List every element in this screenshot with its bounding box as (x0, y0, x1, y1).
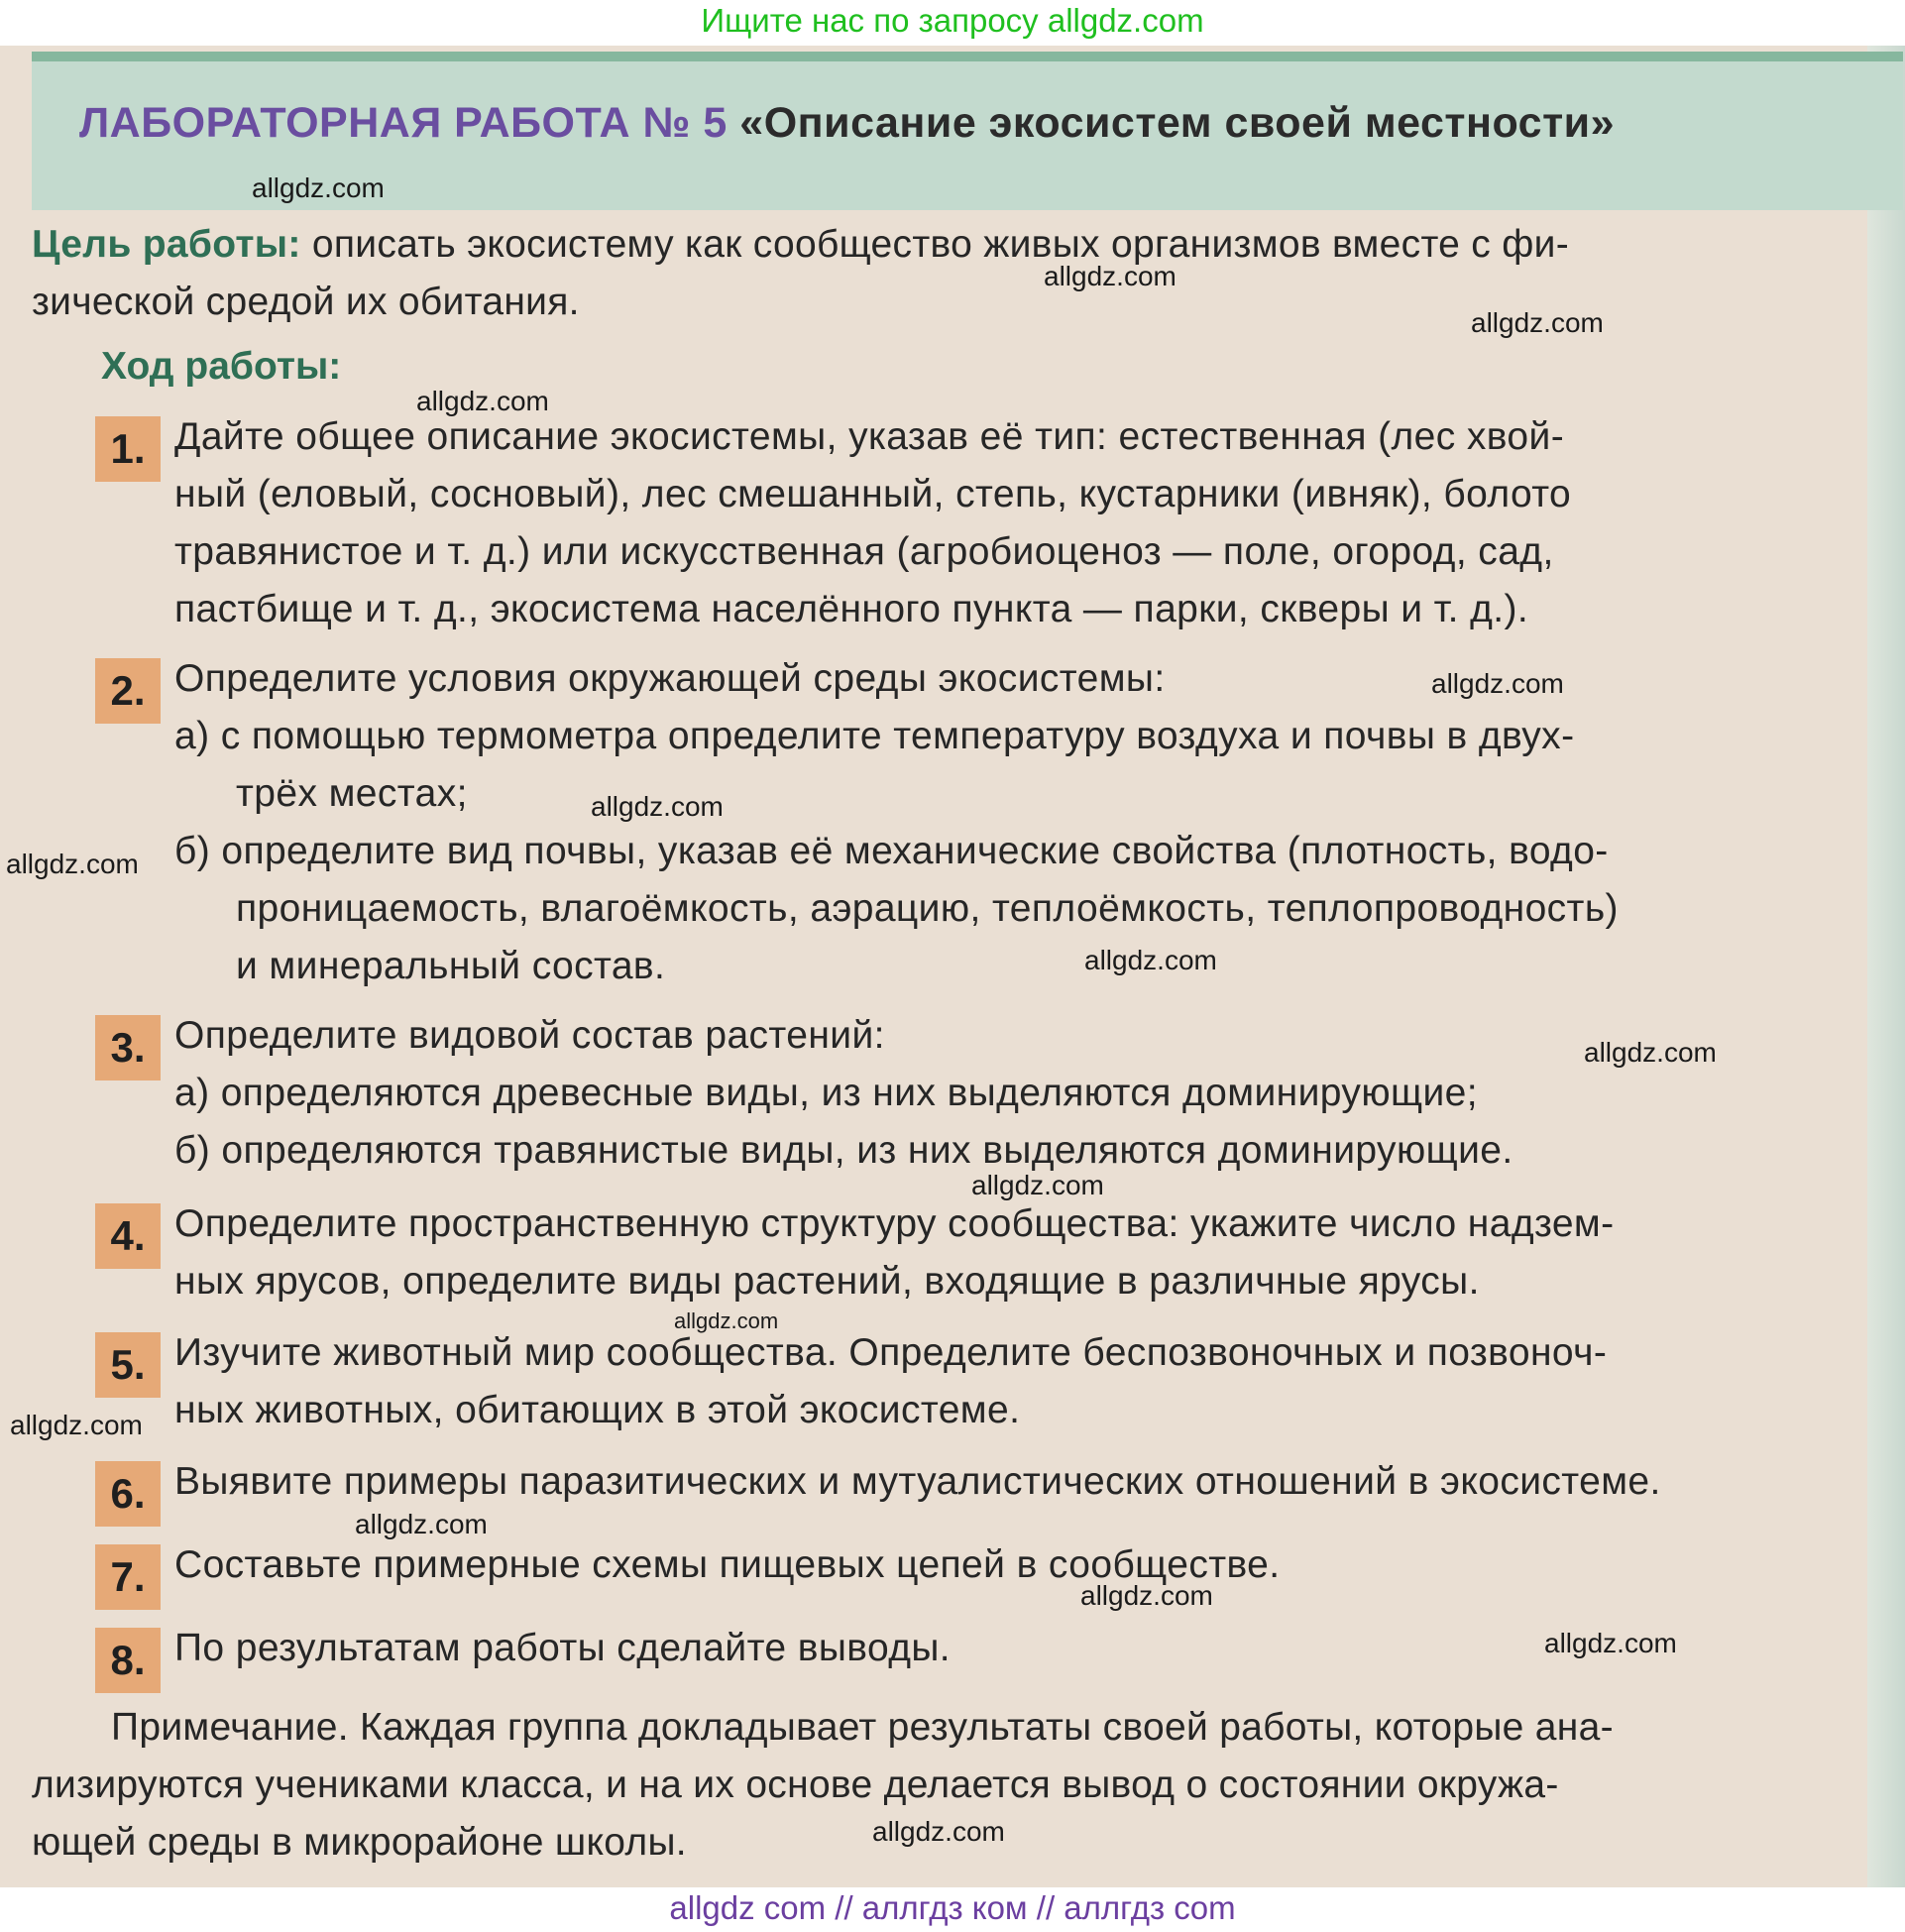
top-banner: Ищите нас по запросу allgdz.com (701, 2, 1204, 39)
watermark: allgdz.com (1471, 307, 1604, 338)
watermark: allgdz.com (1084, 945, 1217, 975)
watermark: allgdz.com (10, 1410, 143, 1440)
step-line: травянистое и т. д.) или искусственная (агробиоценоз — поле, огород, сад, (174, 530, 1554, 573)
watermark: allgdz.com (591, 791, 724, 822)
step-line: Изучите животный мир сообщества. Определите беспозвоночных и позвоноч- (174, 1331, 1608, 1374)
step-number-badge: 7. (95, 1544, 161, 1610)
step-text (174, 1195, 1820, 1310)
step-line: Дайте общее описание экосистемы, указав её тип: естественная (лес хвой- (174, 415, 1565, 458)
goal-text-line2: зической средой их обитания. (32, 281, 580, 323)
step-number-badge: 6. (95, 1461, 161, 1527)
step-subitem-a: а) с помощью термометра определите температуру воздуха и почвы в двух- трёх местах; (174, 715, 1575, 815)
watermark: allgdz.com (252, 172, 385, 203)
step-text (174, 1536, 1820, 1594)
step-number-badge: 2. (95, 658, 161, 724)
step-line: ных животных, обитающих в этой экосистеме. (174, 1389, 1021, 1431)
step-text (174, 408, 1820, 638)
watermark: allgdz.com (416, 386, 549, 416)
watermark: allgdz.com (1044, 261, 1177, 291)
step-number-badge: 3. (95, 1015, 161, 1080)
note-line: Примечание. Каждая группа докладывает результаты своей работы, которые ана- (111, 1706, 1614, 1749)
goal-text-line1: описать экосистему как сообщество живых организмов вместе с фи- (300, 223, 1569, 266)
watermark: allgdz.com (971, 1170, 1104, 1200)
step-text (174, 1007, 1820, 1180)
bottom-banner: allgdz com // аллгдз ком // аллгдз com (669, 1889, 1236, 1926)
watermark: allgdz.com (674, 1308, 779, 1333)
step-line: Определите пространственную структуру сообщества: укажите число надзем- (174, 1202, 1615, 1245)
step-line: пастбище и т. д., экосистема населённого пункта — парки, скверы и т. д.). (174, 588, 1529, 630)
course-heading: Ход работы: (101, 345, 342, 388)
goal-label: Цель работы: (32, 223, 301, 266)
step-line: ных ярусов, определите виды растений, входящие в различные ярусы. (174, 1260, 1480, 1303)
step-text (174, 1324, 1820, 1439)
note-line: лизируются учениками класса, и на их основе делается вывод о состоянии окружа- (32, 1763, 1559, 1806)
page-edge (1867, 46, 1905, 1887)
watermark: allgdz.com (6, 849, 139, 879)
step-number-badge: 1. (95, 416, 161, 482)
watermark: allgdz.com (1584, 1037, 1717, 1068)
watermark: allgdz.com (1544, 1628, 1677, 1658)
step-line: ный (еловый, сосновый), лес смешанный, степь, кустарники (ивняк), болото (174, 473, 1572, 515)
lab-topic-title: «Описание экосистем своей местности» (739, 99, 1615, 147)
textbook-page (0, 46, 1905, 1887)
step-line: Выявите примеры паразитических и мутуалистических отношений в экосистеме. (174, 1460, 1661, 1503)
step-text (174, 1453, 1820, 1511)
watermark: allgdz.com (355, 1509, 488, 1539)
step-subitem-a: а) определяются древесные виды, из них выделяются доминирующие; (174, 1072, 1478, 1114)
watermark: allgdz.com (872, 1816, 1005, 1847)
step-text (174, 650, 1820, 995)
step-number-badge: 4. (95, 1203, 161, 1269)
note-line: ющей среды в микрорайоне школы. (32, 1821, 687, 1864)
watermark: allgdz.com (1431, 668, 1564, 699)
step-line: Составьте примерные схемы пищевых цепей в сообществе. (174, 1543, 1281, 1586)
watermark: allgdz.com (1080, 1580, 1213, 1611)
step-line: Определите видовой состав растений: (174, 1014, 885, 1057)
step-number-badge: 8. (95, 1628, 161, 1693)
step-line: Определите условия окружающей среды экосистемы: (174, 657, 1166, 700)
lab-number-title: ЛАБОРАТОРНАЯ РАБОТА № 5 (79, 99, 728, 147)
page-title (79, 97, 1844, 149)
step-line: По результатам работы сделайте выводы. (174, 1627, 952, 1669)
step-number-badge: 5. (95, 1332, 161, 1398)
step-subitem-b: б) определите вид почвы, указав её механические свойства (плотность, водо- проницаемость, влагоёмкость, аэрацию, теплоёмкость, теплопроводность) и минеральный состав. (174, 830, 1619, 987)
step-subitem-b: б) определяются травянистые виды, из них выделяются доминирующие. (174, 1129, 1513, 1172)
